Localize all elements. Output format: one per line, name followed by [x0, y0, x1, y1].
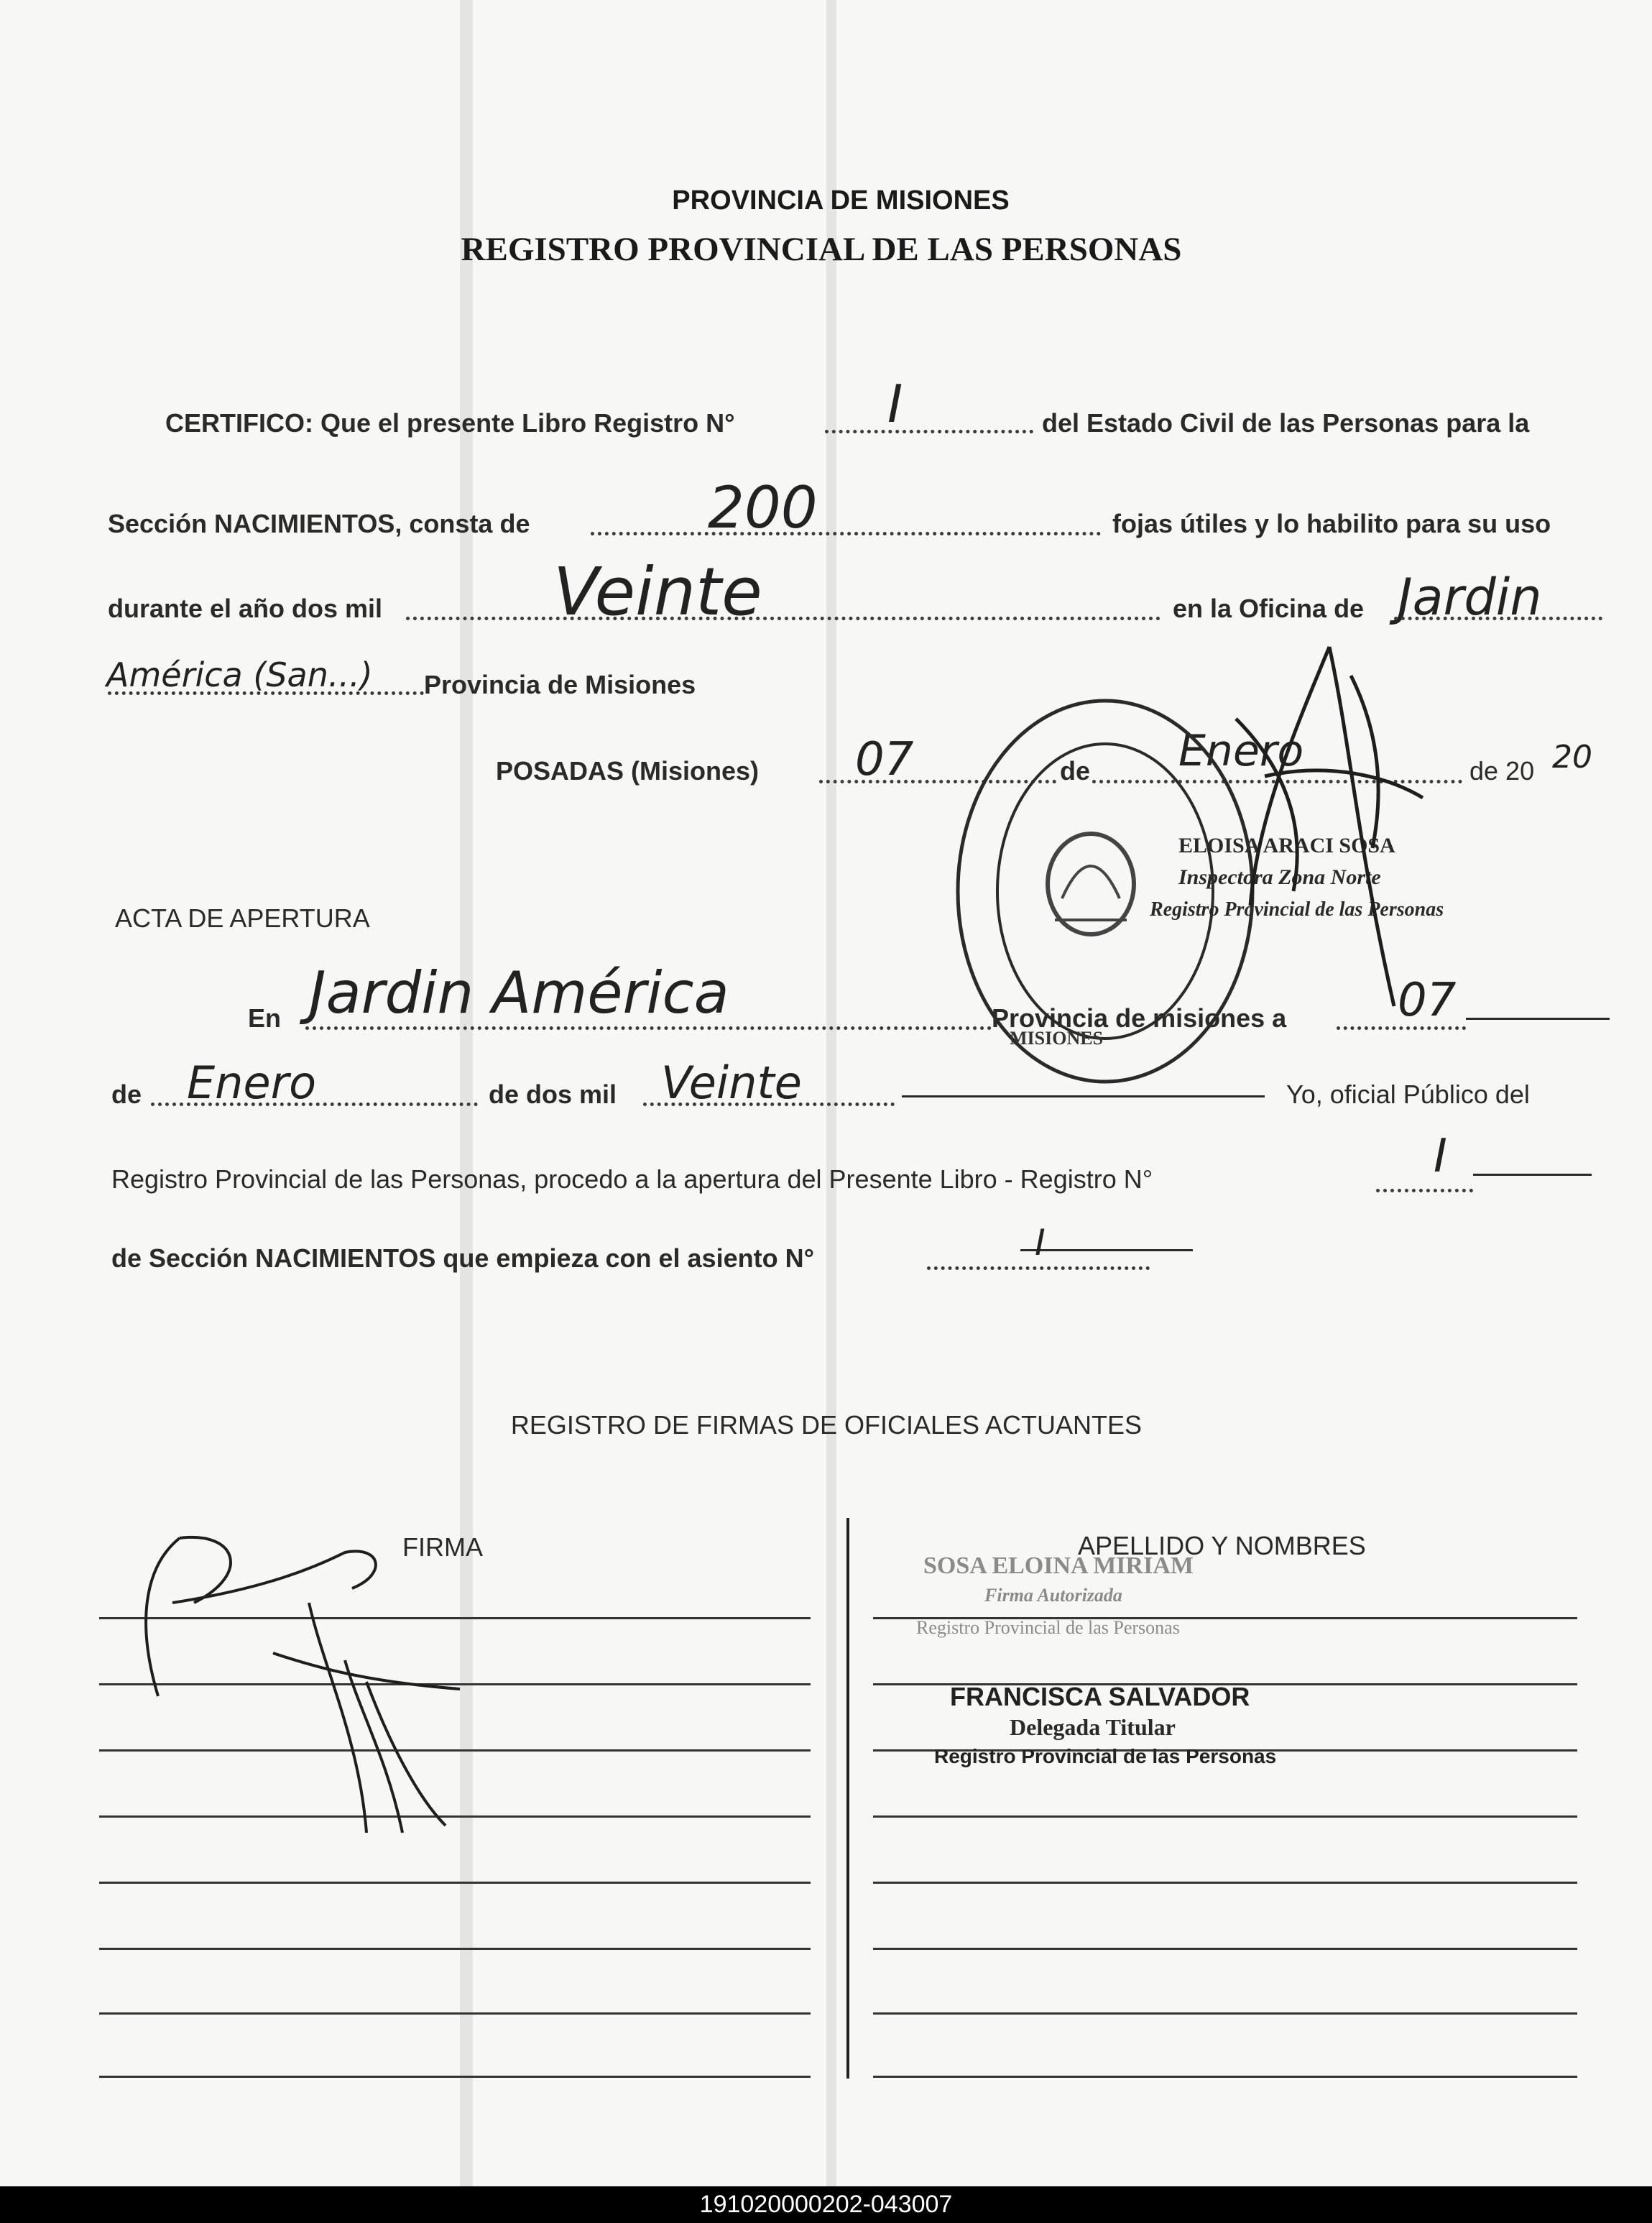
- cert-pages: 200: [708, 474, 818, 541]
- cert-line3-prefix: durante el año dos mil: [108, 594, 383, 623]
- nombres-row-line-5: [873, 1882, 1577, 1884]
- nombres-row-line-8: [873, 2076, 1577, 2078]
- cert-de: de: [1060, 756, 1091, 786]
- apertura-book-dots: [1376, 1189, 1473, 1192]
- stamp1-org: Registro Provincial de las Personas: [1150, 898, 1444, 921]
- document-code: 191020000202-043007: [699, 2191, 953, 2218]
- cert-line2-dots: [591, 532, 1101, 535]
- grey-stamp-name: SOSA ELOINA MIRIAM: [923, 1552, 1194, 1579]
- footer-bar: [0, 2186, 1652, 2223]
- apertura-oficial: Yo, oficial Público del: [1286, 1080, 1530, 1109]
- col-nombres: APELLIDO Y NOMBRES: [1078, 1531, 1366, 1560]
- apertura-year-rule: [902, 1095, 1265, 1097]
- stamp1-title: Inspectora Zona Norte: [1178, 865, 1381, 889]
- apertura-en: En: [248, 1003, 282, 1033]
- apertura-line4: de Sección NACIMIENTOS que empieza con el asiento N°: [111, 1243, 814, 1273]
- apertura-dos-mil: de dos mil: [489, 1080, 617, 1109]
- apertura-book-rule: [1473, 1174, 1592, 1176]
- cert-line3-suffix: en la Oficina de: [1173, 594, 1365, 623]
- cert-city-label: POSADAS (Misiones): [496, 756, 760, 786]
- table-divider: [846, 1518, 849, 2079]
- cert-line3-dots: [406, 617, 1160, 620]
- grey-stamp-org: Registro Provincial de las Personas: [916, 1617, 1180, 1638]
- signatures-heading: REGISTRO DE FIRMAS DE OFICIALES ACTUANTES: [510, 1410, 1143, 1440]
- stamp2-title: Delegada Titular: [1010, 1714, 1176, 1740]
- apertura-line3: Registro Provincial de las Personas, procedo a la apertura del Presente Libro - Registro N°: [111, 1164, 1153, 1194]
- cert-line1-suffix: del Estado Civil de las Personas para la: [1042, 408, 1530, 438]
- apertura-month: Enero: [187, 1057, 317, 1109]
- firma-row-line-6: [99, 1948, 811, 1950]
- apertura-entry-dots: [927, 1266, 1150, 1270]
- apertura-entry-rule: [1020, 1249, 1193, 1251]
- fold-shadow-left: [460, 0, 473, 2186]
- apertura-prov-text: Provincia de misiones a: [992, 1003, 1287, 1033]
- cert-line2-suffix: fojas útiles y lo habilito para su uso: [1112, 509, 1551, 538]
- seal-bottom-text: MISIONES: [1010, 1028, 1104, 1049]
- apertura-day-rule: [1466, 1018, 1610, 1020]
- grey-stamp-title: Firma Autorizada: [984, 1585, 1122, 1606]
- apertura-day: 07: [1398, 974, 1457, 1027]
- firma-row-line-5: [99, 1882, 811, 1884]
- nombres-row-line-7: [873, 2012, 1577, 2015]
- cert-line4-suffix: Provincia de Misiones: [424, 670, 696, 699]
- fold-shadow-center: [826, 0, 836, 2186]
- cert-line1-dots: [825, 430, 1033, 433]
- apertura-heading: ACTA DE APERTURA: [115, 903, 370, 933]
- firma-row-line-7: [99, 2012, 811, 2015]
- apertura-entry-number: I: [1035, 1222, 1046, 1264]
- registry-title: REGISTRO PROVINCIAL DE LAS PERSONAS: [461, 231, 1182, 268]
- apertura-place-dots: [305, 1026, 992, 1030]
- col-firma: FIRMA: [402, 1532, 483, 1562]
- apertura-year-words: Veinte: [661, 1057, 802, 1109]
- firma-row-line-8: [99, 2076, 811, 2078]
- province-title: PROVINCIA DE MISIONES: [672, 185, 1010, 216]
- stamp2-name: FRANCISCA SALVADOR: [950, 1682, 1250, 1711]
- apertura-de: de: [111, 1080, 142, 1109]
- apertura-place: Jardin América: [309, 959, 729, 1026]
- nombres-row-line-4: [873, 1815, 1577, 1818]
- stamp2-org: Registro Provincial de las Personas: [934, 1745, 1277, 1767]
- cert-office-a: Jardin: [1398, 568, 1542, 627]
- cert-line4-dots: [108, 691, 424, 695]
- officer-signature: [129, 1524, 489, 1854]
- cert-line1-prefix: CERTIFICO: Que el presente Libro Registro N°: [165, 408, 735, 438]
- cert-day: 07: [855, 733, 914, 786]
- cert-line2-prefix: Sección NACIMIENTOS, consta de: [108, 509, 530, 538]
- cert-year-prefix: de 20: [1469, 756, 1535, 786]
- cert-month: Enero: [1178, 726, 1304, 776]
- cert-line3-dots-b: [1394, 617, 1602, 620]
- cert-year-words: Veinte: [553, 553, 762, 630]
- nombres-row-line-6: [873, 1948, 1577, 1950]
- cert-book-number: I: [887, 374, 903, 434]
- cert-year-suffix: 20: [1552, 739, 1592, 775]
- apertura-book-number: I: [1434, 1130, 1447, 1183]
- cert-office-b: América (San...): [106, 655, 373, 694]
- stamp1-name: ELOISA ARACI SOSA: [1178, 834, 1395, 857]
